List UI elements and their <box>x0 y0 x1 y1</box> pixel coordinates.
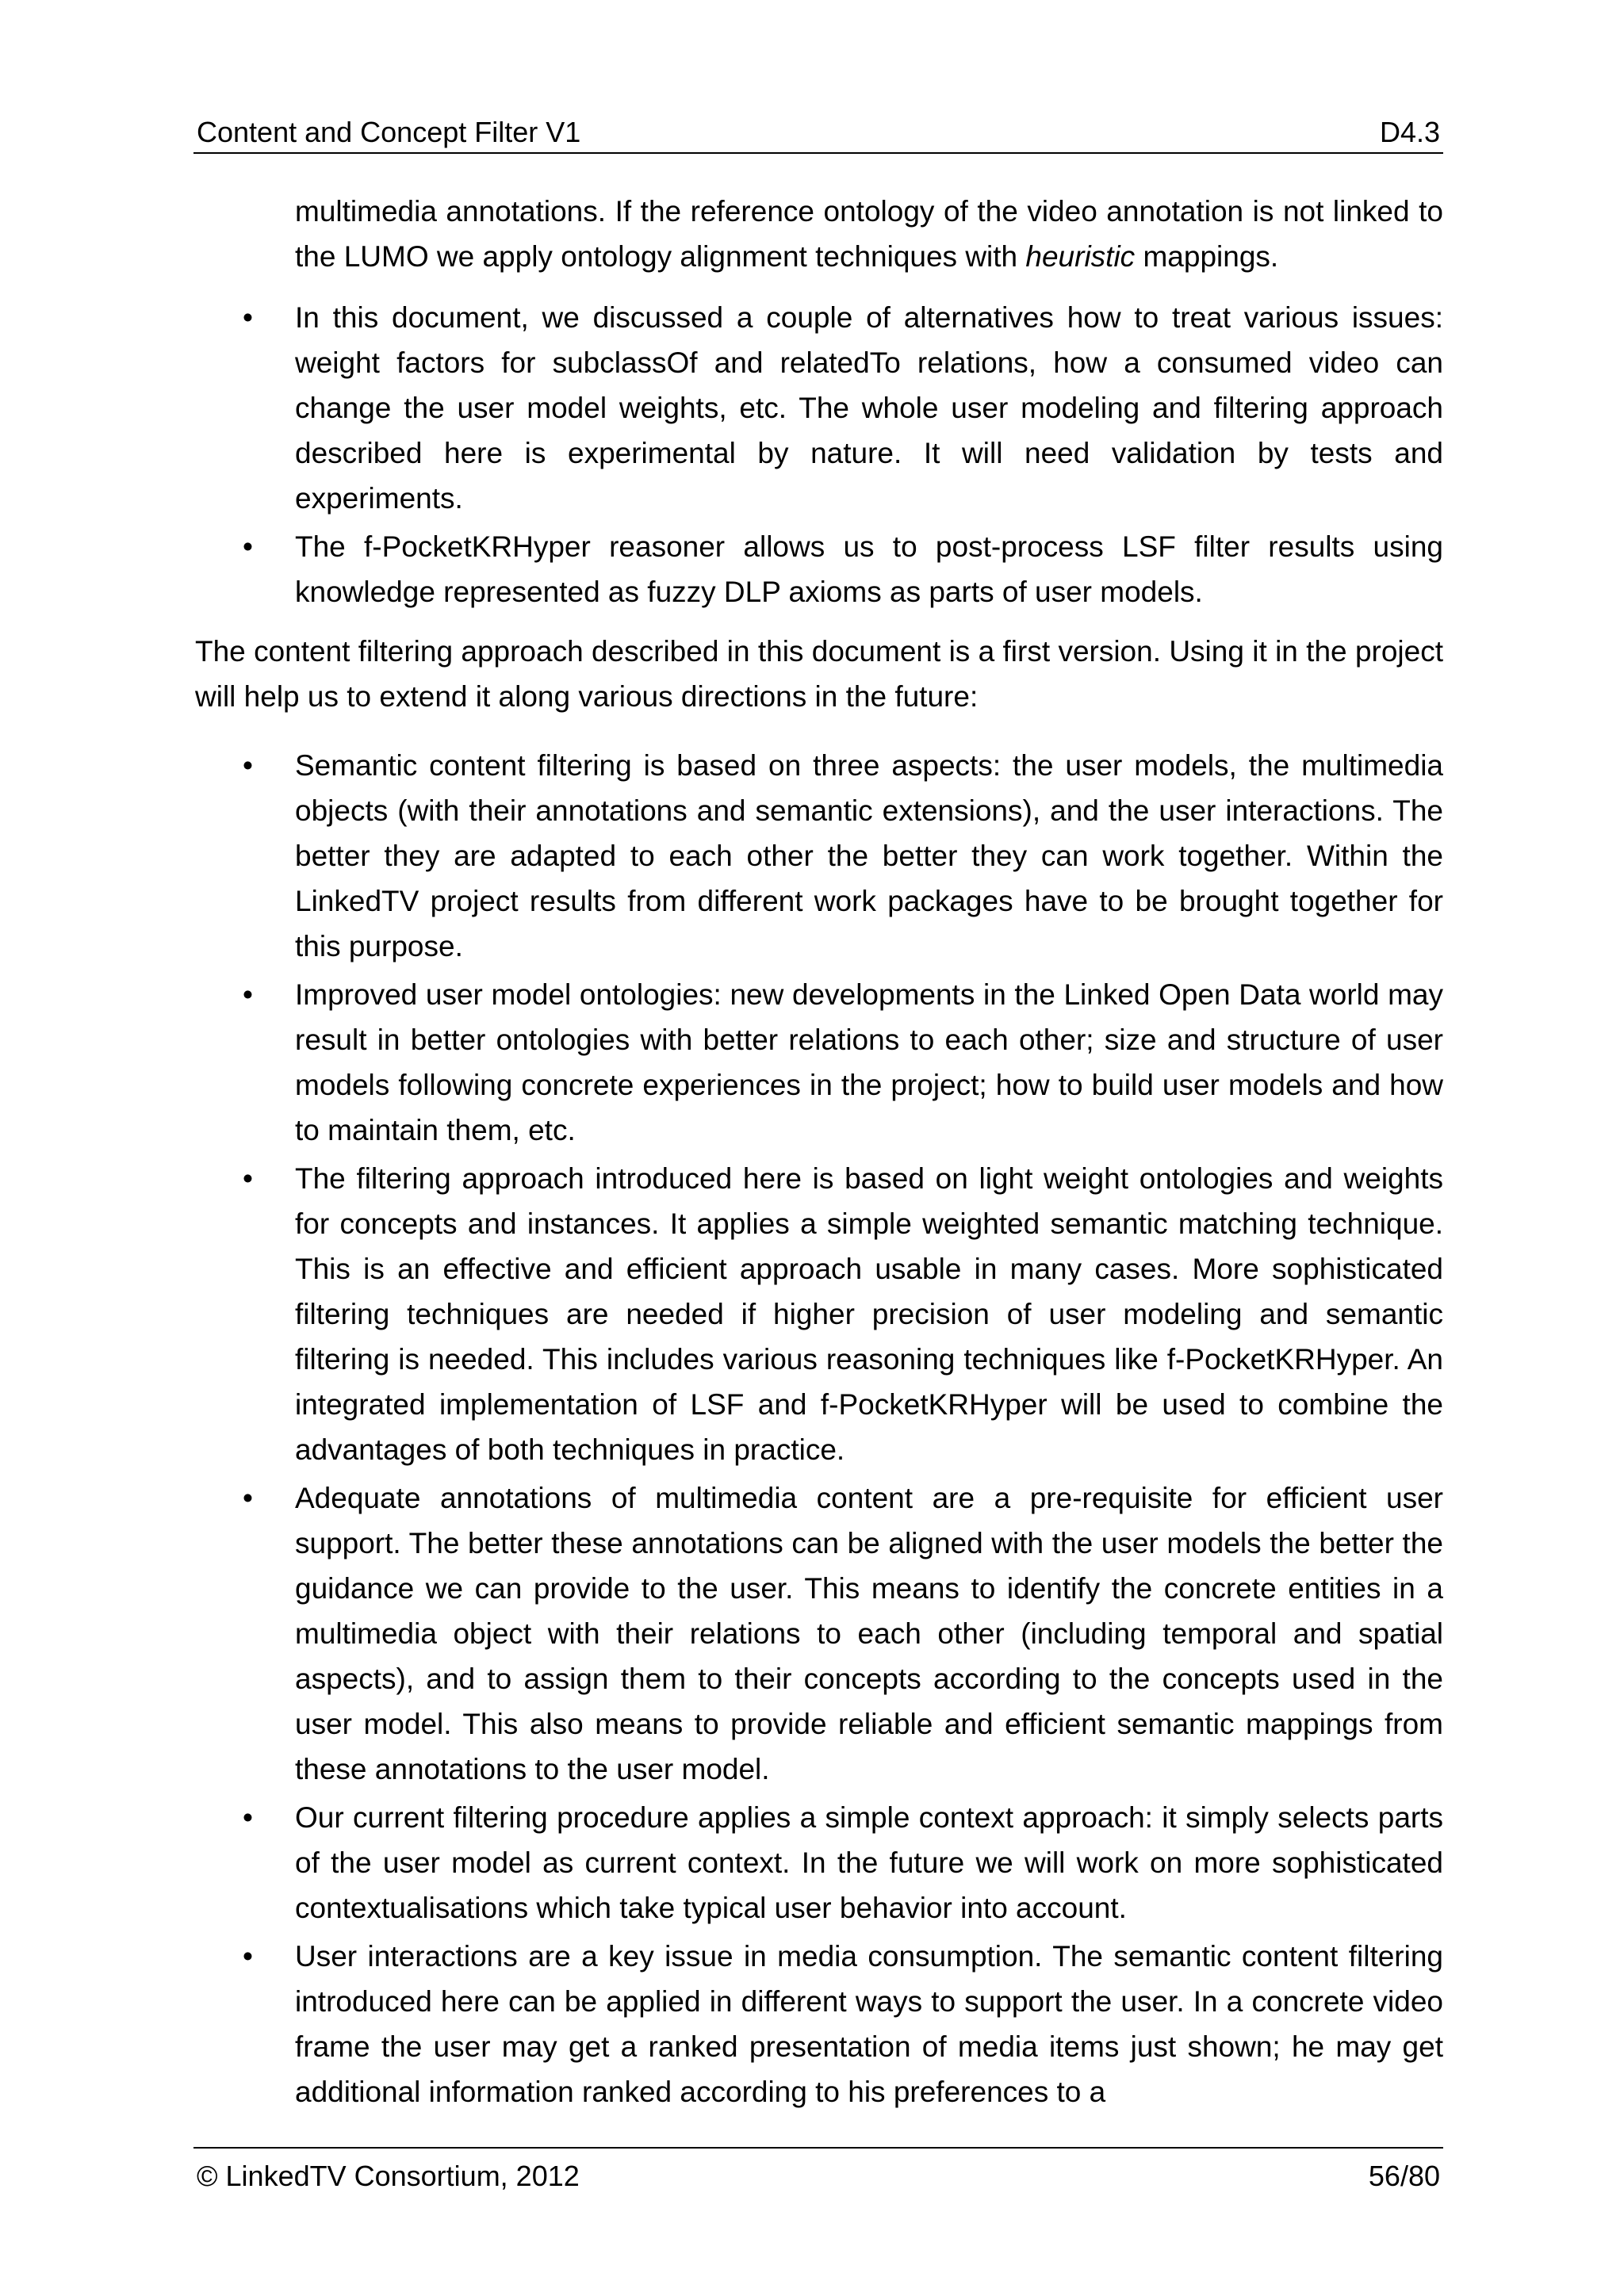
list-item <box>195 1934 1443 2114</box>
footer-copyright: © LinkedTV Consortium, 2012 <box>197 2160 580 2192</box>
list-item-text: In this document, we discussed a couple of alternatives how to treat various issues: weight factors for subclassOf and relatedTo relations, how a consumed video can change the user model weights, etc. The whole user modeling and filtering approach described here is experimental by nature. It will need validation by tests and experiments. <box>295 301 1443 515</box>
bullet-marker: • <box>243 301 253 334</box>
list-item-text: User interactions are a key issue in media consumption. The semantic content filtering introduced here can be applied in different ways to support the user. In a concrete video frame the user may get a ranked presentation of media items just shown; he may get additional information ranked according to his preferences to a <box>295 1940 1443 2108</box>
bullet-marker: • <box>243 978 253 1011</box>
list-item-text: Our current filtering procedure applies a simple context approach: it simply selects parts of the user model as current context. In the future we will work on more sophisticated contextualisations which take typical user behavior into account. <box>295 1801 1443 1924</box>
page-number: 56/80 <box>1368 2160 1440 2192</box>
bullet-list-top <box>195 295 1443 614</box>
bullet-marker: • <box>243 1162 253 1195</box>
list-item <box>195 1156 1443 1472</box>
list-item-text: The f-PocketKRHyper reasoner allows us to post-process LSF filter results using knowledge represented as fuzzy DLP axioms as parts of user models. <box>295 530 1443 608</box>
page-footer <box>193 2147 1443 2192</box>
list-item-text: Improved user model ontologies: new developments in the Linked Open Data world may result in better ontologies with better relations to each other; size and structure of user models following concrete experiences in the project; how to build user models and how to maintain them, etc. <box>295 978 1443 1146</box>
page-body <box>195 189 1443 2118</box>
list-item <box>195 972 1443 1153</box>
bullet-marker: • <box>243 749 253 782</box>
header-doc-id: D4.3 <box>1379 116 1440 148</box>
emphasis-text: heuristic <box>1025 240 1136 273</box>
continued-bullet-text: multimedia annotations. If the reference ontology of the video annotation is not linked to the LUMO we apply ontology alignment techniques with heuristic mappings. <box>295 195 1443 273</box>
bullet-marker: • <box>243 1482 253 1514</box>
bullet-marker: • <box>243 1940 253 1973</box>
list-item <box>195 1475 1443 1792</box>
list-item <box>195 1795 1443 1931</box>
bullet-marker: • <box>243 1801 253 1834</box>
page-header <box>193 111 1443 154</box>
bullet-list-main <box>195 743 1443 2114</box>
list-item-text: Semantic content filtering is based on three aspects: the user models, the multimedia objects (with their annotations and semantic extensions), and the user interactions. The better they are adapted to each other the better they can work together. Within the LinkedTV project results from different work packages have to be brought together for this purpose. <box>295 749 1443 962</box>
body-paragraph: The content filtering approach described in this document is a first version. Using it in the project will help us to extend it along various directions in the future: <box>195 635 1443 713</box>
list-item <box>195 295 1443 521</box>
list-item-text: Adequate annotations of multimedia content are a pre-requisite for efficient user support. The better these annotations can be aligned with the user models the better the guidance we can provide to the user. This means to identify the concrete entities in a multimedia object with their relations to each other (including temporal and spatial aspects), and to assign them to their concepts according to the concepts used in the user model. This also means to provide reliable and efficient semantic mappings from these annotations to the user model. <box>295 1482 1443 1785</box>
bullet-marker: • <box>243 530 253 563</box>
list-item-text: The filtering approach introduced here is based on light weight ontologies and weights for concepts and instances. It applies a simple weighted semantic matching technique. This is an effective and efficient approach usable in many cases. More sophisticated filtering techniques are needed if higher precision of user modeling and semantic filtering is needed. This includes various reasoning techniques like f-PocketKRHyper. An integrated implementation of LSF and f-PocketKRHyper will be used to combine the advantages of both techniques in practice. <box>295 1162 1443 1466</box>
list-item <box>195 524 1443 614</box>
header-title: Content and Concept Filter V1 <box>197 116 581 148</box>
list-item <box>195 743 1443 969</box>
